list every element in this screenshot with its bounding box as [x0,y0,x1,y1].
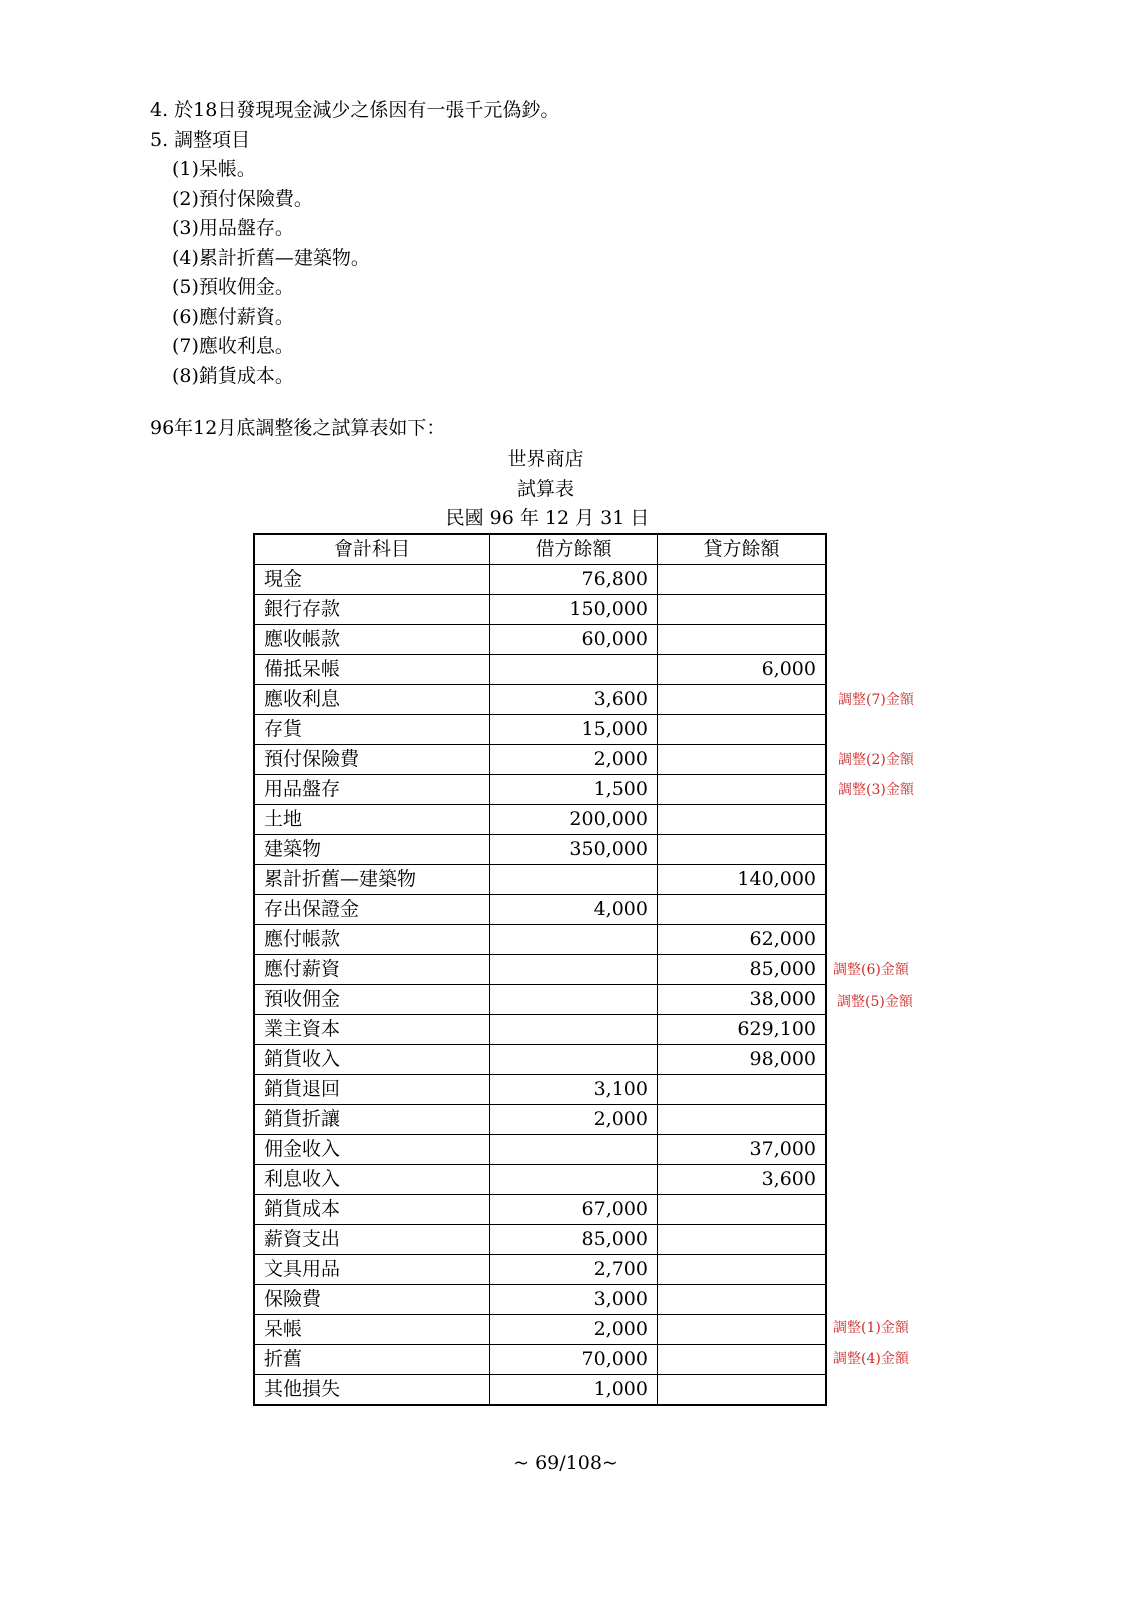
lead-sentence: 96年12月底調整後之試算表如下： [150,417,446,439]
intro-section [150,96,559,391]
debit-cell: 1,000 [490,1375,658,1406]
account-cell: 應收帳款 [254,625,490,655]
table-row [254,985,826,1015]
credit-cell [658,1375,827,1406]
account-cell: 銷貨折讓 [254,1105,490,1135]
account-cell: 銷貨收入 [254,1045,490,1075]
debit-cell: 60,000 [490,625,658,655]
table-row [254,1075,826,1105]
item-5: 5. 調整項目 [150,128,251,151]
debit-cell [490,1045,658,1075]
account-cell: 業主資本 [254,1015,490,1045]
account-cell: 折舊 [254,1345,490,1375]
credit-cell: 6,000 [658,655,827,685]
debit-cell [490,985,658,1015]
table-row [254,955,826,985]
header-credit: 貸方餘額 [658,534,827,565]
annotation-adj5: 調整(5)金額 [837,994,913,1010]
account-cell: 銷貨退回 [254,1075,490,1105]
table-row [254,1225,826,1255]
account-cell: 文具用品 [254,1255,490,1285]
debit-cell [490,925,658,955]
debit-cell [490,1135,658,1165]
table-row [254,1135,826,1165]
account-cell: 土地 [254,805,490,835]
table-row [254,1045,826,1075]
account-cell: 存貨 [254,715,490,745]
credit-cell [658,835,827,865]
table-row [254,775,826,805]
credit-cell: 98,000 [658,1045,827,1075]
table-row [254,1285,826,1315]
credit-cell [658,1315,827,1345]
debit-cell: 2,700 [490,1255,658,1285]
item-4: 4. 於18日發現現金減少之係因有一張千元偽鈔。 [150,99,560,121]
credit-cell [658,1195,827,1225]
table-row [254,1165,826,1195]
table-row [254,925,826,955]
debit-cell: 15,000 [490,715,658,745]
debit-cell [490,1015,658,1045]
account-cell: 應付薪資 [254,955,490,985]
credit-cell [658,715,827,745]
header-debit: 借方餘額 [490,534,658,565]
debit-cell [490,865,658,895]
adjustment-item: (4)累計折舊—建築物。 [172,246,370,269]
debit-cell: 67,000 [490,1195,658,1225]
table-row [254,1255,826,1285]
credit-cell [658,1345,827,1375]
annotation-adj3: 調整(3)金額 [838,782,914,798]
debit-cell: 85,000 [490,1225,658,1255]
credit-cell [658,1285,827,1315]
adjustment-item: (2)預付保險費。 [172,187,313,210]
account-cell: 備抵呆帳 [254,655,490,685]
table-row [254,895,826,925]
account-cell: 呆帳 [254,1315,490,1345]
debit-cell: 4,000 [490,895,658,925]
debit-cell: 350,000 [490,835,658,865]
debit-cell: 2,000 [490,1105,658,1135]
statement-title: 試算表 [516,478,574,500]
account-cell: 應付帳款 [254,925,490,955]
credit-cell: 629,100 [658,1015,827,1045]
credit-cell: 38,000 [658,985,827,1015]
table-row [254,1345,826,1375]
account-cell: 用品盤存 [254,775,490,805]
table-row [254,805,826,835]
table-row [254,1105,826,1135]
account-cell: 應收利息 [254,685,490,715]
credit-cell [658,685,827,715]
account-cell: 薪資支出 [254,1225,490,1255]
account-cell: 銷貨成本 [254,1195,490,1225]
credit-cell [658,625,827,655]
table-row [254,1315,826,1345]
debit-cell [490,655,658,685]
account-cell: 預收佣金 [254,985,490,1015]
credit-cell [658,1075,827,1105]
credit-cell [658,595,827,625]
debit-cell: 200,000 [490,805,658,835]
table-row [254,1375,826,1406]
table-row [254,595,826,625]
annotation-adj2: 調整(2)金額 [838,752,914,768]
annotation-adj7: 調整(7)金額 [838,692,914,708]
account-cell: 利息收入 [254,1165,490,1195]
credit-cell [658,775,827,805]
table-body [254,565,826,1406]
table-row [254,1195,826,1225]
debit-cell: 1,500 [490,775,658,805]
header-account: 會計科目 [254,534,490,565]
credit-cell [658,1225,827,1255]
table-row [254,565,826,595]
trial-balance-table [253,533,827,1406]
account-cell: 保險費 [254,1285,490,1315]
debit-cell: 76,800 [490,565,658,595]
debit-cell: 3,600 [490,685,658,715]
table-header-row [254,534,826,565]
table-row [254,745,826,775]
credit-cell: 140,000 [658,865,827,895]
account-cell: 銀行存款 [254,595,490,625]
account-cell: 累計折舊—建築物 [254,865,490,895]
page-number: ~ 69/108~ [513,1452,618,1474]
account-cell: 存出保證金 [254,895,490,925]
account-cell: 建築物 [254,835,490,865]
company-name: 世界商店 [507,448,584,470]
credit-cell [658,565,827,595]
table-row [254,625,826,655]
account-cell: 預付保險費 [254,745,490,775]
debit-cell: 2,000 [490,745,658,775]
account-cell: 佣金收入 [254,1135,490,1165]
annotation-adj6: 調整(6)金額 [833,962,909,978]
annotation-adj1: 調整(1)金額 [833,1320,909,1336]
table-row [254,655,826,685]
credit-cell: 3,600 [658,1165,827,1195]
debit-cell: 3,100 [490,1075,658,1105]
credit-cell: 37,000 [658,1135,827,1165]
account-cell: 現金 [254,565,490,595]
debit-cell [490,955,658,985]
account-cell: 其他損失 [254,1375,490,1406]
debit-cell: 150,000 [490,595,658,625]
adjustment-item: (7)應收利息。 [172,335,294,357]
credit-cell [658,895,827,925]
table-row [254,1015,826,1045]
debit-cell: 2,000 [490,1315,658,1345]
debit-cell [490,1165,658,1195]
credit-cell [658,1105,827,1135]
adjustment-item: (1)呆帳。 [172,158,256,180]
statement-date: 民國 96 年 12 月 31 日 [445,507,650,529]
debit-cell: 3,000 [490,1285,658,1315]
adjustment-item: (8)銷貨成本。 [172,364,294,387]
table-row [254,685,826,715]
credit-cell [658,1255,827,1285]
credit-cell [658,805,827,835]
adjustment-item: (3)用品盤存。 [172,217,294,239]
credit-cell [658,745,827,775]
credit-cell: 62,000 [658,925,827,955]
credit-cell: 85,000 [658,955,827,985]
annotation-adj4: 調整(4)金額 [833,1351,909,1367]
adjustment-item: (5)預收佣金。 [172,276,294,298]
debit-cell: 70,000 [490,1345,658,1375]
table-row [254,865,826,895]
table-row [254,835,826,865]
table-row [254,715,826,745]
adjustment-item: (6)應付薪資。 [172,305,294,328]
